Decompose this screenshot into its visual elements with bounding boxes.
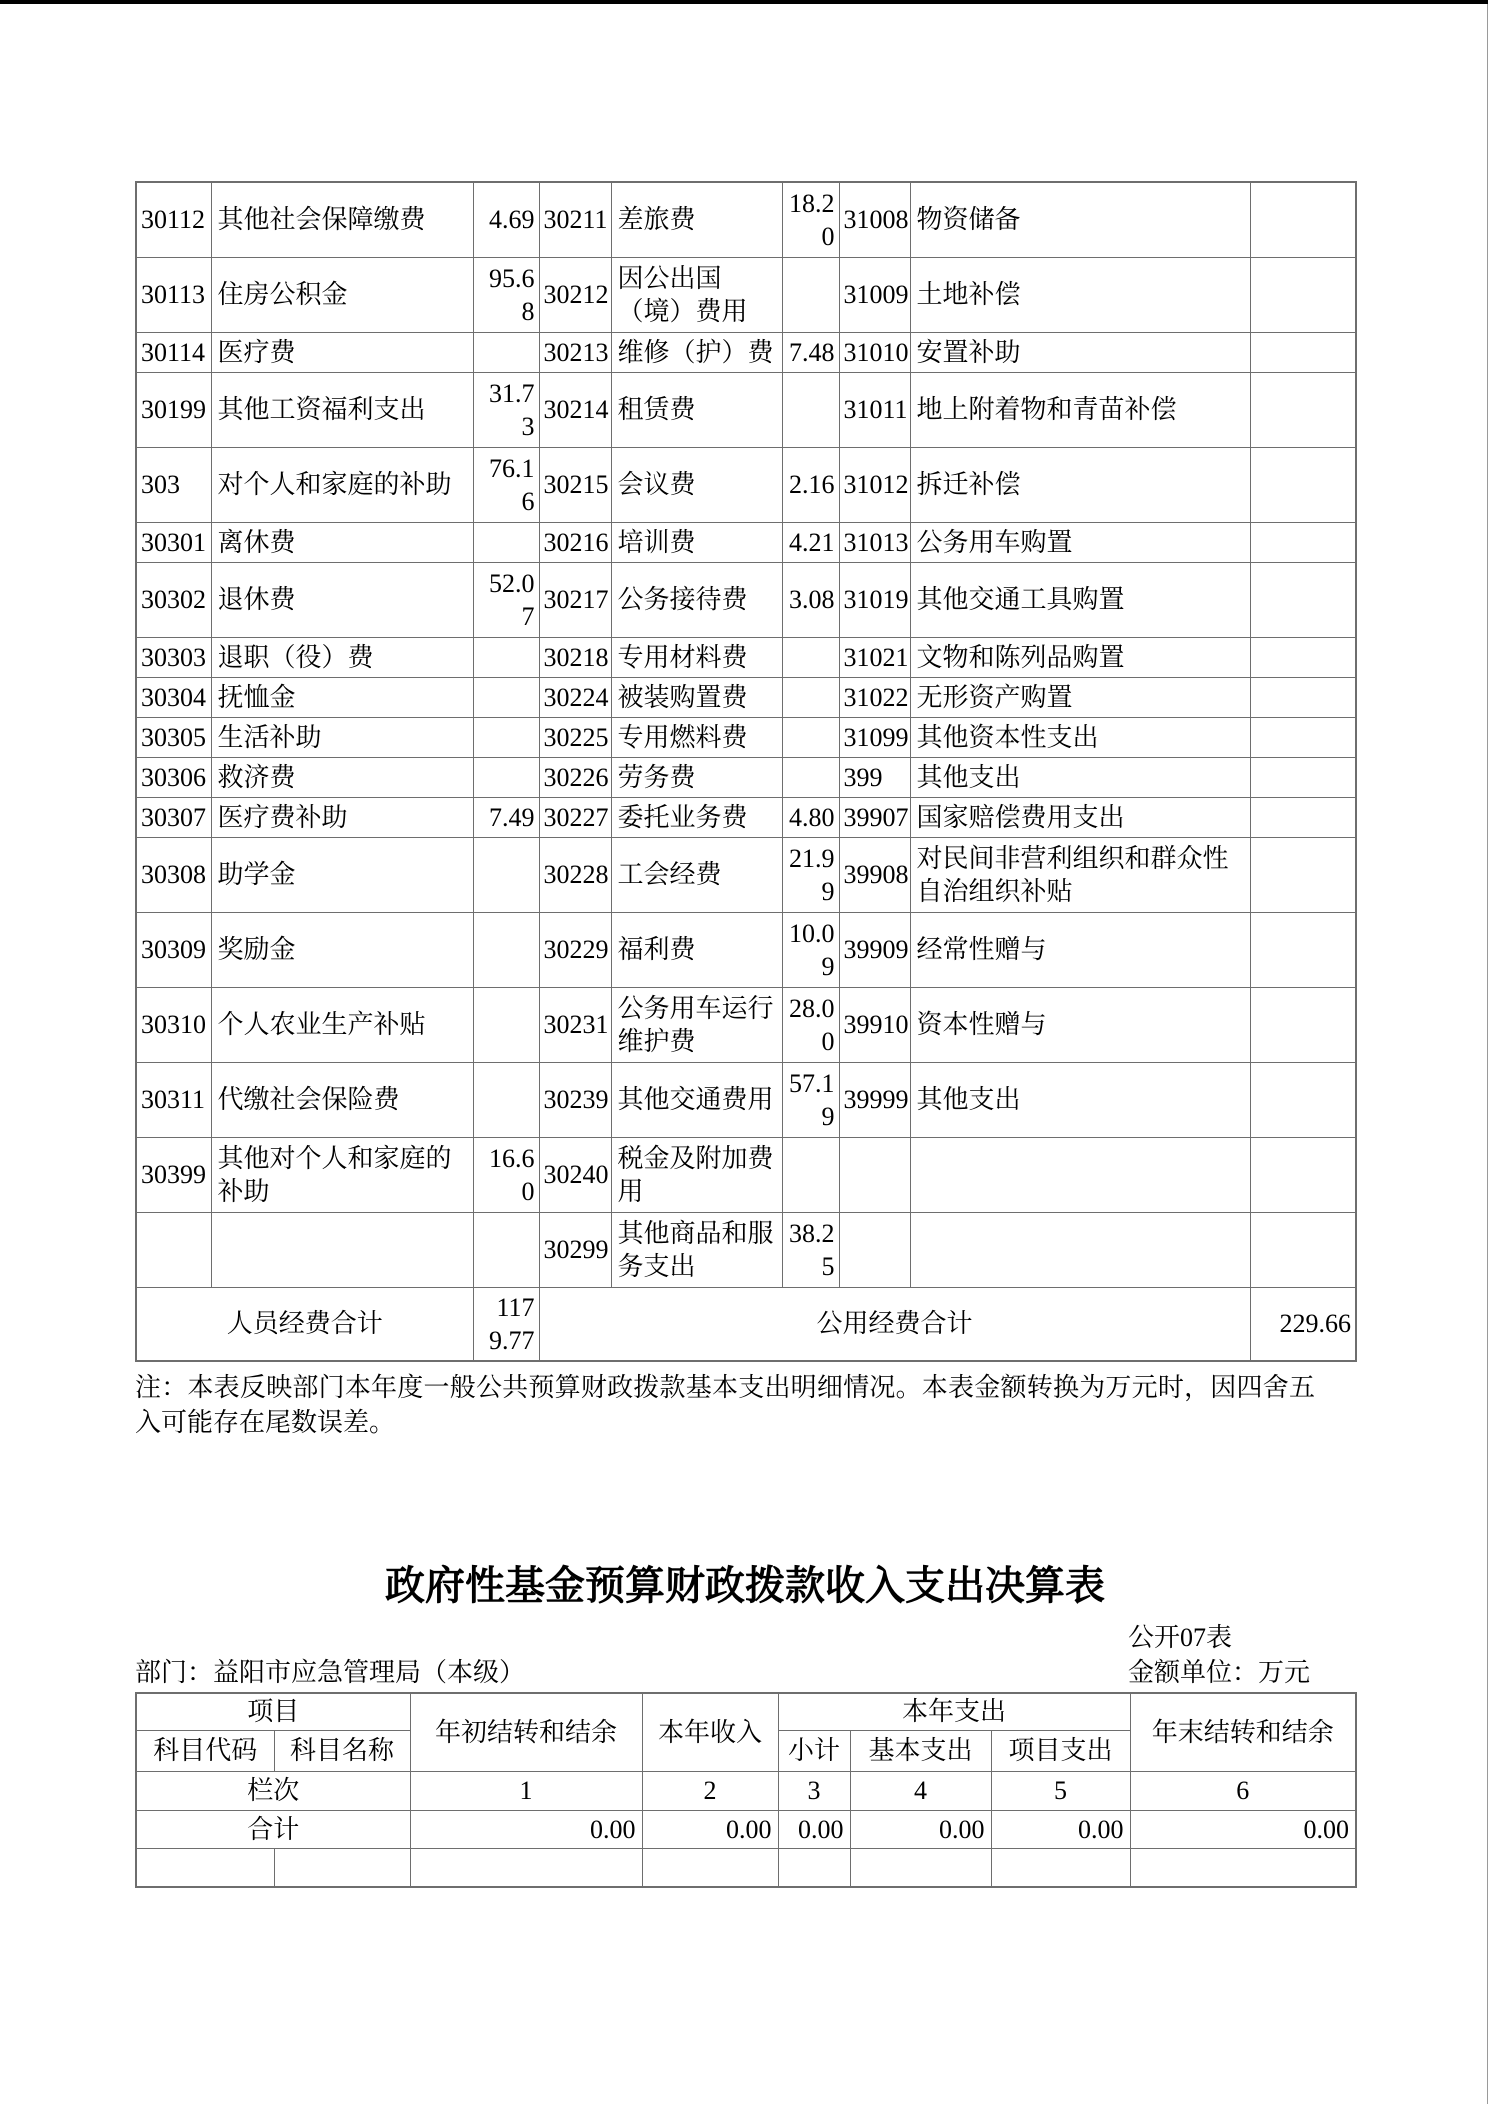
name-cell: 专用材料费: [611, 637, 782, 677]
code-cell: 399: [839, 757, 910, 797]
code-cell: 39908: [839, 837, 910, 912]
name-cell: [910, 1212, 1250, 1287]
amount-cell: [473, 1062, 539, 1137]
name-cell: 对个人和家庭的补助: [211, 447, 473, 522]
code-cell: 30113: [136, 257, 211, 332]
amount-cell: [1250, 257, 1356, 332]
amount-cell: 7.48: [782, 332, 839, 372]
amount-cell: 4.69: [473, 182, 539, 257]
amount-cell: [1250, 182, 1356, 257]
name-cell: 住房公积金: [211, 257, 473, 332]
name-cell: 其他商品和服务支出: [611, 1212, 782, 1287]
amount-cell: [473, 677, 539, 717]
code-cell: 31013: [839, 522, 910, 562]
grand-total-value: 0.00: [1130, 1810, 1356, 1848]
amount-cell: [1250, 1137, 1356, 1212]
amount-cell: [1250, 1212, 1356, 1287]
name-cell: 地上附着物和青苗补偿: [910, 372, 1250, 447]
code-cell: 303: [136, 447, 211, 522]
code-cell: 31012: [839, 447, 910, 522]
public-total-value: 229.66: [1250, 1287, 1356, 1361]
code-cell: 30239: [539, 1062, 611, 1137]
code-cell: 31019: [839, 562, 910, 637]
table-row: [136, 1137, 1356, 1212]
name-cell: 其他交通费用: [611, 1062, 782, 1137]
name-cell: 其他支出: [910, 757, 1250, 797]
code-cell: 30309: [136, 912, 211, 987]
name-cell: 劳务费: [611, 757, 782, 797]
empty-cell: [410, 1848, 642, 1887]
column-index-value: 6: [1130, 1771, 1356, 1810]
empty-cell: [850, 1848, 991, 1887]
amount-cell: [1250, 562, 1356, 637]
table-row: [136, 1062, 1356, 1137]
name-cell: 福利费: [611, 912, 782, 987]
name-cell: 安置补助: [910, 332, 1250, 372]
amount-cell: [782, 717, 839, 757]
name-cell: 因公出国（境）费用: [611, 257, 782, 332]
amount-cell: [473, 987, 539, 1062]
table-row: [136, 1212, 1356, 1287]
amount-cell: [782, 1137, 839, 1212]
page-content: [135, 181, 1357, 1888]
name-cell: 对民间非营利组织和群众性自治组织补贴: [910, 837, 1250, 912]
unit-label: 金额单位：万元: [1128, 1658, 1311, 1687]
table-row: [136, 447, 1356, 522]
code-cell: 30224: [539, 677, 611, 717]
code-cell: 31021: [839, 637, 910, 677]
empty-cell: [274, 1848, 410, 1887]
grand-total-value: 0.00: [991, 1810, 1130, 1848]
header-opening-balance: 年初结转和结余: [410, 1693, 642, 1771]
amount-cell: [1250, 1062, 1356, 1137]
name-cell: 抚恤金: [211, 677, 473, 717]
name-cell: 退职（役）费: [211, 637, 473, 677]
code-cell: 30229: [539, 912, 611, 987]
code-cell: [839, 1212, 910, 1287]
amount-cell: [473, 912, 539, 987]
column-index-value: 2: [642, 1771, 778, 1810]
code-cell: 30217: [539, 562, 611, 637]
header-subtotal: 小计: [778, 1730, 850, 1771]
name-cell: 个人农业生产补贴: [211, 987, 473, 1062]
name-cell: 退休费: [211, 562, 473, 637]
name-cell: 文物和陈列品购置: [910, 637, 1250, 677]
amount-cell: 4.21: [782, 522, 839, 562]
name-cell: [211, 1212, 473, 1287]
code-cell: 30212: [539, 257, 611, 332]
name-cell: 医疗费补助: [211, 797, 473, 837]
table-row: [136, 562, 1356, 637]
amount-cell: [1250, 677, 1356, 717]
amount-cell: [1250, 332, 1356, 372]
code-cell: 30311: [136, 1062, 211, 1137]
name-cell: 资本性赠与: [910, 987, 1250, 1062]
amount-cell: 76.16: [473, 447, 539, 522]
name-cell: 工会经费: [611, 837, 782, 912]
name-cell: 物资储备: [910, 182, 1250, 257]
name-cell: 税金及附加费用: [611, 1137, 782, 1212]
table-row: [136, 677, 1356, 717]
amount-cell: [1250, 372, 1356, 447]
table-code-label: 公开07表: [1128, 1623, 1233, 1652]
grand-total-value: 0.00: [850, 1810, 991, 1848]
code-cell: 31011: [839, 372, 910, 447]
code-cell: 30226: [539, 757, 611, 797]
name-cell: 公务用车购置: [910, 522, 1250, 562]
amount-cell: [1250, 837, 1356, 912]
code-cell: 30211: [539, 182, 611, 257]
code-cell: 30228: [539, 837, 611, 912]
code-cell: 30114: [136, 332, 211, 372]
amount-cell: [1250, 522, 1356, 562]
code-cell: 30215: [539, 447, 611, 522]
name-cell: 助学金: [211, 837, 473, 912]
amount-cell: [473, 332, 539, 372]
empty-cell: [991, 1848, 1130, 1887]
name-cell: 维修（护）费: [611, 332, 782, 372]
table-row: [136, 522, 1356, 562]
code-cell: 30310: [136, 987, 211, 1062]
code-cell: 30301: [136, 522, 211, 562]
name-cell: 被装购置费: [611, 677, 782, 717]
name-cell: 经常性赠与: [910, 912, 1250, 987]
header-closing-balance: 年末结转和结余: [1130, 1693, 1356, 1771]
code-cell: 39909: [839, 912, 910, 987]
code-cell: 39999: [839, 1062, 910, 1137]
name-cell: 奖励金: [211, 912, 473, 987]
amount-cell: [782, 757, 839, 797]
code-cell: 31010: [839, 332, 910, 372]
table-row: [136, 912, 1356, 987]
public-total-label: 公用经费合计: [539, 1287, 1250, 1361]
table-row: [136, 717, 1356, 757]
code-cell: 30302: [136, 562, 211, 637]
name-cell: 其他对个人和家庭的补助: [211, 1137, 473, 1212]
table-row: [136, 332, 1356, 372]
amount-cell: 57.19: [782, 1062, 839, 1137]
code-cell: 31022: [839, 677, 910, 717]
amount-cell: [1250, 912, 1356, 987]
table-row: [136, 757, 1356, 797]
amount-cell: [473, 1212, 539, 1287]
amount-cell: [1250, 717, 1356, 757]
totals-row: [136, 1287, 1356, 1361]
amount-cell: [1250, 637, 1356, 677]
amount-cell: [473, 757, 539, 797]
code-cell: 30225: [539, 717, 611, 757]
name-cell: 其他支出: [910, 1062, 1250, 1137]
amount-cell: 3.08: [782, 562, 839, 637]
amount-cell: 28.00: [782, 987, 839, 1062]
name-cell: 其他工资福利支出: [211, 372, 473, 447]
code-cell: 31008: [839, 182, 910, 257]
amount-cell: [782, 677, 839, 717]
table-row: [136, 797, 1356, 837]
header-project-expenditure: 项目支出: [991, 1730, 1130, 1771]
amount-cell: [1250, 797, 1356, 837]
code-cell: 30306: [136, 757, 211, 797]
grand-total-value: 0.00: [778, 1810, 850, 1848]
amount-cell: 38.25: [782, 1212, 839, 1287]
table-row: [136, 257, 1356, 332]
personnel-total-value: 1179.77: [473, 1287, 539, 1361]
code-cell: 31099: [839, 717, 910, 757]
column-index-value: 4: [850, 1771, 991, 1810]
amount-cell: 16.60: [473, 1137, 539, 1212]
fund-budget-table: [135, 1692, 1357, 1888]
table-row: [136, 182, 1356, 257]
header-row-1: [136, 1693, 1356, 1730]
empty-cell: [136, 1848, 274, 1887]
code-cell: 30304: [136, 677, 211, 717]
name-cell: 租赁费: [611, 372, 782, 447]
code-cell: [136, 1212, 211, 1287]
amount-cell: [1250, 757, 1356, 797]
name-cell: 差旅费: [611, 182, 782, 257]
name-cell: 代缴社会保险费: [211, 1062, 473, 1137]
name-cell: 会议费: [611, 447, 782, 522]
code-cell: 30305: [136, 717, 211, 757]
name-cell: 委托业务费: [611, 797, 782, 837]
name-cell: 拆迁补偿: [910, 447, 1250, 522]
personnel-total-label: 人员经费合计: [136, 1287, 473, 1361]
grand-total-value: 0.00: [642, 1810, 778, 1848]
code-cell: 31009: [839, 257, 910, 332]
name-cell: 国家赔偿费用支出: [910, 797, 1250, 837]
column-index-value: 5: [991, 1771, 1130, 1810]
page-title: 政府性基金预算财政拨款收入支出决算表: [385, 1564, 1105, 1608]
header-current-income: 本年收入: [642, 1693, 778, 1771]
amount-cell: [473, 717, 539, 757]
grand-total-value: 0.00: [410, 1810, 642, 1848]
code-cell: 30112: [136, 182, 211, 257]
table-row: [136, 637, 1356, 677]
code-cell: 30214: [539, 372, 611, 447]
grand-total-row: [136, 1810, 1356, 1848]
header-subject-code: 科目代码: [136, 1730, 274, 1771]
amount-cell: 18.20: [782, 182, 839, 257]
name-cell: 专用燃料费: [611, 717, 782, 757]
header-basic-expenditure: 基本支出: [850, 1730, 991, 1771]
amount-cell: 52.07: [473, 562, 539, 637]
name-cell: 土地补偿: [910, 257, 1250, 332]
grand-total-label: 合计: [136, 1810, 410, 1848]
code-cell: 30231: [539, 987, 611, 1062]
meta-row: [135, 1656, 1355, 1691]
amount-cell: [782, 637, 839, 677]
amount-cell: 31.73: [473, 372, 539, 447]
code-cell: 30299: [539, 1212, 611, 1287]
amount-cell: 7.49: [473, 797, 539, 837]
code-cell: 39910: [839, 987, 910, 1062]
basic-expenditure-detail-table: [135, 181, 1357, 1362]
code-cell: 30199: [136, 372, 211, 447]
table-code-line: [135, 1621, 1355, 1654]
header-subject-name: 科目名称: [274, 1730, 410, 1771]
department-label: 部门：益阳市应急管理局（本级）: [135, 1658, 526, 1687]
code-cell: [839, 1137, 910, 1212]
name-cell: 其他社会保障缴费: [211, 182, 473, 257]
empty-row: [136, 1848, 1356, 1887]
column-index-value: 1: [410, 1771, 642, 1810]
name-cell: 离休费: [211, 522, 473, 562]
empty-cell: [1130, 1848, 1356, 1887]
amount-cell: [1250, 447, 1356, 522]
code-cell: 30218: [539, 637, 611, 677]
amount-cell: 21.99: [782, 837, 839, 912]
amount-cell: [473, 522, 539, 562]
amount-cell: [782, 257, 839, 332]
name-cell: 医疗费: [211, 332, 473, 372]
amount-cell: [473, 637, 539, 677]
header-current-expenditure: 本年支出: [778, 1693, 1130, 1730]
table-row: [136, 987, 1356, 1062]
name-cell: [910, 1137, 1250, 1212]
amount-cell: 95.68: [473, 257, 539, 332]
code-cell: 30307: [136, 797, 211, 837]
table-row: [136, 372, 1356, 447]
name-cell: 公务用车运行维护费: [611, 987, 782, 1062]
amount-cell: 10.09: [782, 912, 839, 987]
code-cell: 30240: [539, 1137, 611, 1212]
table-note: 注：本表反映部门本年度一般公共预算财政拨款基本支出明细情况。本表金额转换为万元时，因四舍五入可能存在尾数误差。: [135, 1373, 1315, 1437]
empty-cell: [642, 1848, 778, 1887]
name-cell: 公务接待费: [611, 562, 782, 637]
amount-cell: 4.80: [782, 797, 839, 837]
header-project: 项目: [136, 1693, 410, 1730]
amount-cell: [782, 372, 839, 447]
code-cell: 30303: [136, 637, 211, 677]
column-index-value: 3: [778, 1771, 850, 1810]
name-cell: 救济费: [211, 757, 473, 797]
name-cell: 其他交通工具购置: [910, 562, 1250, 637]
amount-cell: [1250, 987, 1356, 1062]
code-cell: 30216: [539, 522, 611, 562]
name-cell: 无形资产购置: [910, 677, 1250, 717]
code-cell: 30399: [136, 1137, 211, 1212]
code-cell: 30213: [539, 332, 611, 372]
code-cell: 39907: [839, 797, 910, 837]
name-cell: 培训费: [611, 522, 782, 562]
column-index-row: [136, 1771, 1356, 1810]
name-cell: 其他资本性支出: [910, 717, 1250, 757]
column-index-label: 栏次: [136, 1771, 410, 1810]
amount-cell: [473, 837, 539, 912]
table-row: [136, 837, 1356, 912]
code-cell: 30308: [136, 837, 211, 912]
amount-cell: 2.16: [782, 447, 839, 522]
empty-cell: [778, 1848, 850, 1887]
code-cell: 30227: [539, 797, 611, 837]
name-cell: 生活补助: [211, 717, 473, 757]
top-edge-bar: [0, 0, 1488, 4]
